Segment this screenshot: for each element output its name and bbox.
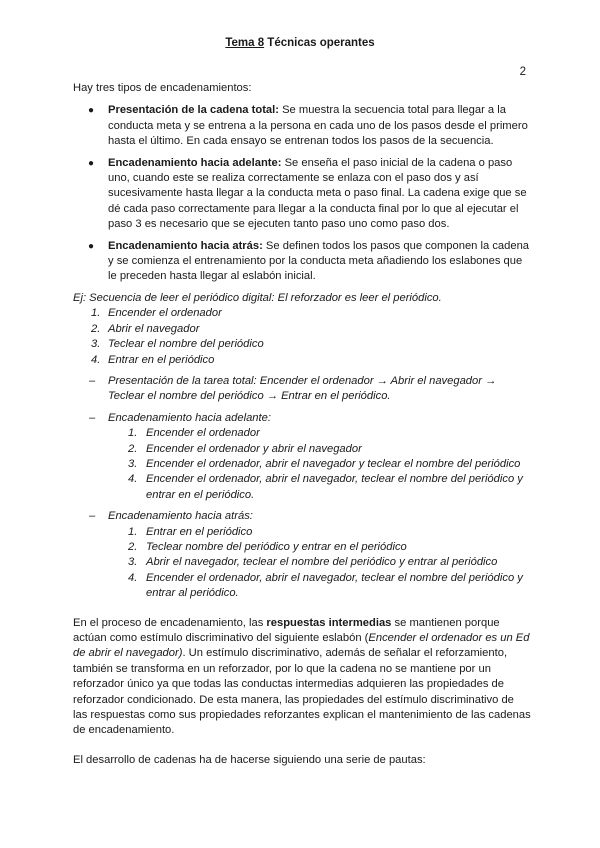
list-item: 2. Abrir el navegador	[91, 322, 200, 335]
guidelines-paragraph: El desarrollo de cadenas ha de hacerse siguiendo una serie de pautas:	[73, 753, 426, 766]
step-text: Encender el ordenador	[108, 307, 222, 320]
list-item: 4. Encender el ordenador, abrir el navegador, teclear el nombre del periódico y entrar en el periódico.	[128, 473, 523, 501]
total-task-block: – Presentación de la tarea total: Encender el ordenador → Abrir el navegador → Teclear el nombre del periódico → Entrar en el periódico.	[89, 374, 497, 403]
step-text: Encender el ordenador	[146, 427, 260, 440]
list-item: 4. Encender el ordenador, abrir el navegador, teclear el nombre del periódico y entrar al periódico.	[128, 571, 523, 600]
paragraph-bold-term: respuestas intermedias	[266, 616, 392, 629]
paragraph-text: . Un estímulo discriminativo, además de señalar el reforzamiento, también se transforma en un reforzador, por lo que la cadena no se mantiene por un reforzador único ya que todas las conductas intermedias adquieren las propiedades de reforzador condicionado. De esta manera, las propiedades del estímulo discriminativo de las respuestas como sus propiedades reforzantes explican el mantenimiento de las cadenas de encadenamiento.	[73, 647, 531, 737]
backward-label: Encadenamiento hacia atrás:	[108, 510, 253, 523]
backward-steps-list	[108, 525, 531, 602]
bullet-term: Encadenamiento hacia adelante:	[108, 156, 282, 169]
page-number: 2	[519, 66, 526, 78]
list-item: 3. Abrir el navegador, teclear el nombre del periódico y entrar al periódico	[128, 556, 498, 569]
intro-text: Hay tres tipos de encadenamientos:	[73, 82, 252, 94]
step-text: Entrar en el periódico	[108, 353, 215, 366]
step-text: Teclear el nombre del periódico	[108, 338, 264, 351]
step-text: Encender el ordenador y abrir el navegador	[146, 442, 362, 455]
bullet-icon: ●	[88, 240, 95, 252]
bullet-text: Se muestra la secuencia total para llegar a la conducta meta y se entrena a la persona en cada uno de los pasos desde el primero hasta el último. En cada ensayo se entrenan todos los pasos de la secuencia.	[108, 104, 528, 148]
total-task-text: Presentación de la tarea total: Encender el ordenador → Abrir el navegador → Teclear el nombre del periódico → Entrar en el periódico.	[108, 374, 497, 403]
step-text: Encender el ordenador, abrir el navegador, teclear el nombre del periódico y entrar al periódico.	[146, 571, 523, 600]
topic-title: Técnicas operantes	[267, 37, 375, 49]
page-header	[0, 36, 600, 51]
list-item: 1. Entrar en el periódico	[128, 525, 253, 538]
forward-label: Encadenamiento hacia adelante:	[108, 411, 271, 424]
paragraph-italic-example: Encender el ordenador es un Ed de abrir el navegador)	[73, 632, 530, 660]
step-text: Entrar en el periódico	[146, 525, 253, 538]
forward-chaining-block: – Encadenamiento hacia adelante: 1. Encender el ordenador 2. Encender el ordenador y abrir el navegador 3. Encender el ordenador, abrir el navegador y teclear el nombre del periódico 4. Encender el ordenador, abrir el navegador, teclear el nombre del periódico y entrar en el periódico.	[73, 411, 531, 503]
list-item: 1. Encender el ordenador	[91, 307, 222, 320]
step-text: Encender el ordenador, abrir el navegador y teclear el nombre del periódico	[146, 457, 521, 470]
step-text: Encender el ordenador, abrir el navegador, teclear el nombre del periódico y entrar en el periódico.	[146, 473, 523, 501]
list-item	[88, 239, 531, 285]
list-item: 3. Encender el ordenador, abrir el navegador y teclear el nombre del periódico	[128, 457, 521, 470]
list-item: 2. Encender el ordenador y abrir el navegador	[128, 442, 362, 455]
bullet-text: Se definen todos los pasos que componen la cadena y se comienza el entrenamiento por la conducta meta añadiendo los eslabones que le preceden hasta llegar al eslabón inicial.	[108, 239, 530, 283]
list-item: 2. Teclear nombre del periódico y entrar en el periódico	[128, 540, 407, 553]
document-body	[73, 81, 531, 768]
example-steps-list	[73, 306, 531, 368]
example-title: Ej: Secuencia de leer el periódico digital: El reforzador es leer el periódico.	[73, 291, 442, 304]
backward-chaining-block: – Encadenamiento hacia atrás: 1. Entrar en el periódico 2. Teclear nombre del periódico y entrar en el periódico 3. Abrir el navegador, teclear el nombre del periódico y entrar al periódico 4. Encender el ordenador, abrir el navegador, teclear el nombre del periódico y entrar al periódico.	[73, 509, 531, 601]
list-item	[88, 103, 531, 149]
bullet-term: Presentación de la cadena total:	[108, 104, 279, 117]
bullet-text: Se enseña el paso inicial de la cadena o paso uno, cuando este se realiza correctamente se enlaza con el paso dos y así sucesivamente hasta llegar a la conducta meta o paso final. La cadena exige que se dé cada paso correctamente para llegar a la conducta final por lo que al ejecutar el paso 3 es necesario que se ejecuten tanto paso uno como paso dos.	[108, 156, 527, 231]
step-text: Teclear nombre del periódico y entrar en el periódico	[146, 540, 407, 553]
intermediate-responses-paragraph	[73, 616, 531, 739]
chaining-types-list	[73, 103, 531, 284]
paragraph-text: En el proceso de encadenamiento, las	[73, 616, 267, 629]
paragraph-text: se mantienen porque actúan como estímulo discriminativo del siguiente eslabón (	[73, 616, 500, 644]
bullet-icon: ●	[88, 105, 95, 117]
list-item: 4. Entrar en el periódico	[91, 353, 215, 366]
step-text: Abrir el navegador	[108, 322, 200, 335]
list-item	[88, 156, 531, 233]
topic-label: Tema 8	[225, 37, 265, 49]
forward-steps-list	[108, 426, 531, 503]
list-item: 3. Teclear el nombre del periódico	[91, 338, 264, 351]
step-text: Abrir el navegador, teclear el nombre del periódico y entrar al periódico	[146, 556, 498, 569]
bullet-icon: ●	[88, 157, 95, 169]
bullet-term: Encadenamiento hacia atrás:	[108, 239, 263, 252]
list-item: 1. Encender el ordenador	[128, 427, 260, 440]
